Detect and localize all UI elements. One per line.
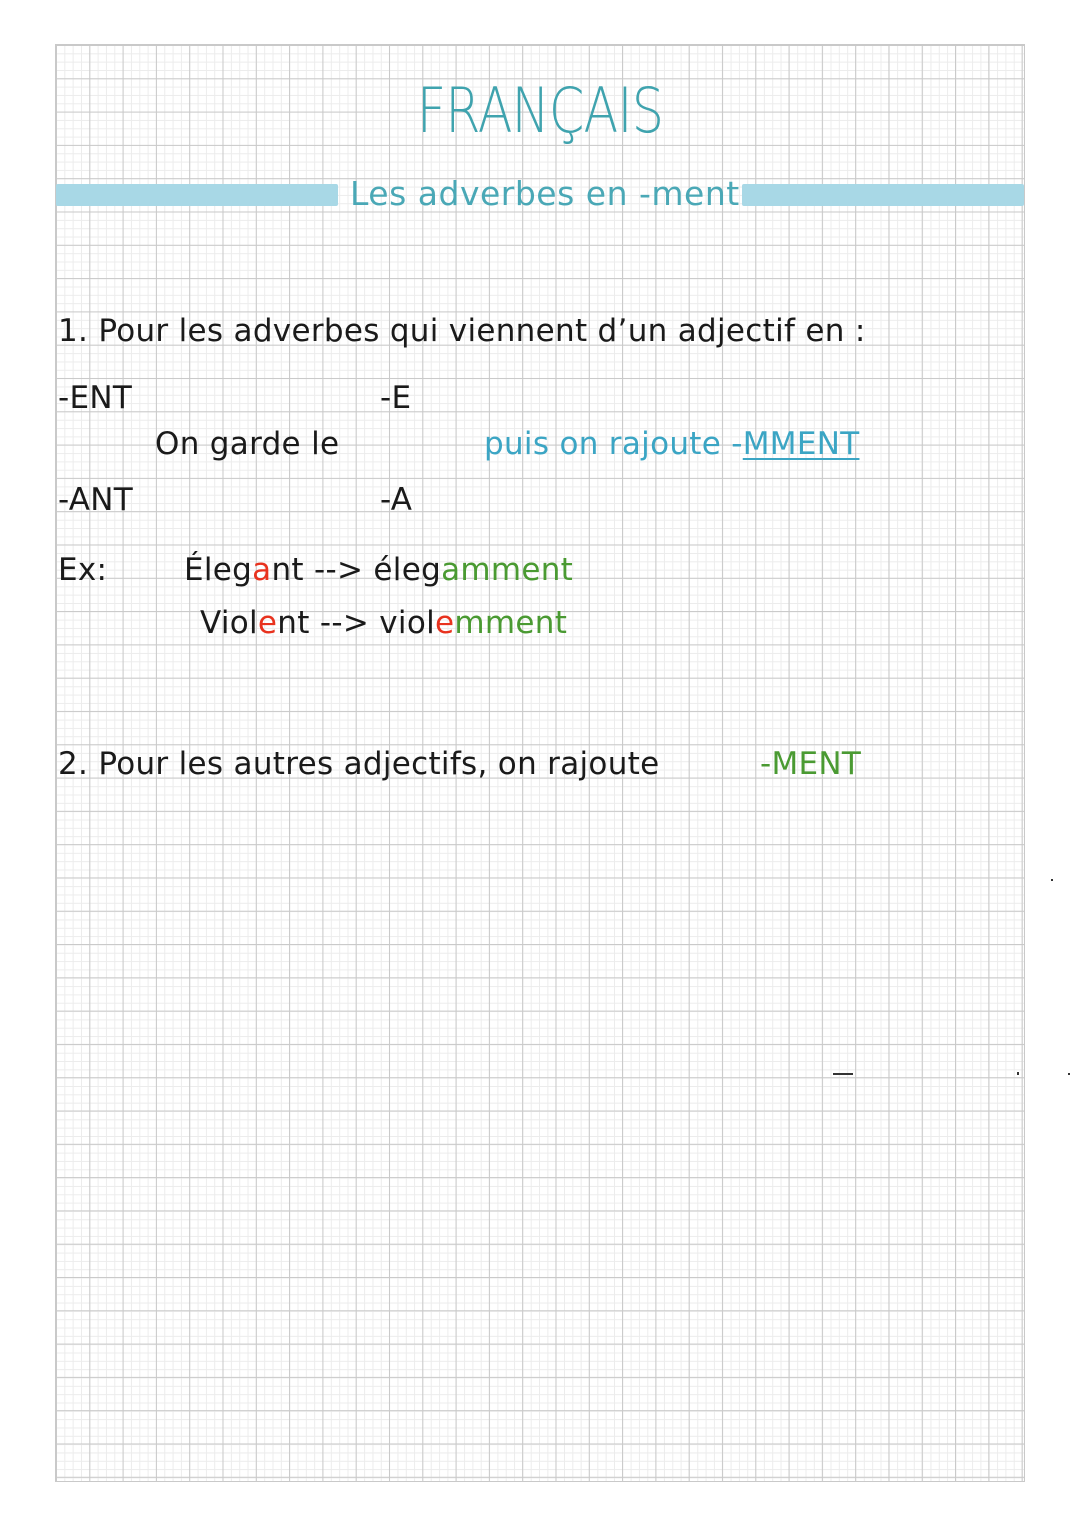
ex1-adj-start: Éleg <box>184 552 253 588</box>
suffix-ant: -ANT <box>58 482 134 518</box>
ex1-arrow: --> <box>314 552 364 588</box>
stray-dot <box>1017 1072 1019 1075</box>
ex2-adj-start: Viol <box>200 605 258 641</box>
stray-dot <box>1051 879 1053 881</box>
suffix-ent: -ENT <box>58 380 133 416</box>
ex2-adj-end: nt <box>277 605 310 641</box>
stray-dot <box>1068 1073 1070 1075</box>
example-2 <box>200 605 567 641</box>
section1-heading: 1. Pour les adverbes qui viennent d’un adjectif en : <box>58 313 866 349</box>
ex2-arrow: --> <box>319 605 370 641</box>
then-suffix: MMENT <box>742 426 860 462</box>
ex1-adj-mark: a <box>252 552 272 588</box>
ex2-adv-start: viol <box>379 605 436 641</box>
then-rule <box>484 426 859 462</box>
page-title: FRANÇAIS <box>416 74 664 147</box>
keep-e: -E <box>380 380 412 416</box>
ex1-adv-start: éleg <box>373 552 442 588</box>
ex1-adj-end: nt <box>271 552 304 588</box>
then-text: puis on rajoute - <box>484 426 743 462</box>
ex2-adv-mark: e <box>435 605 455 641</box>
keep-text: On garde le <box>155 426 340 462</box>
keep-a: -A <box>380 482 413 518</box>
section2-heading: 2. Pour les autres adjectifs, on rajoute <box>58 746 660 782</box>
ex1-adv-end: amment <box>441 552 574 588</box>
ex2-adv-end: mment <box>454 605 568 641</box>
example-label: Ex: <box>58 552 108 588</box>
highlight-band-right <box>742 184 1024 206</box>
page-subtitle: Les adverbes en -ment <box>350 174 740 213</box>
highlight-band-left <box>56 184 338 206</box>
example-1 <box>184 552 573 588</box>
ex2-adj-mark: e <box>257 605 278 641</box>
section2-suffix: -MENT <box>760 746 862 782</box>
stray-dash <box>833 1073 853 1075</box>
